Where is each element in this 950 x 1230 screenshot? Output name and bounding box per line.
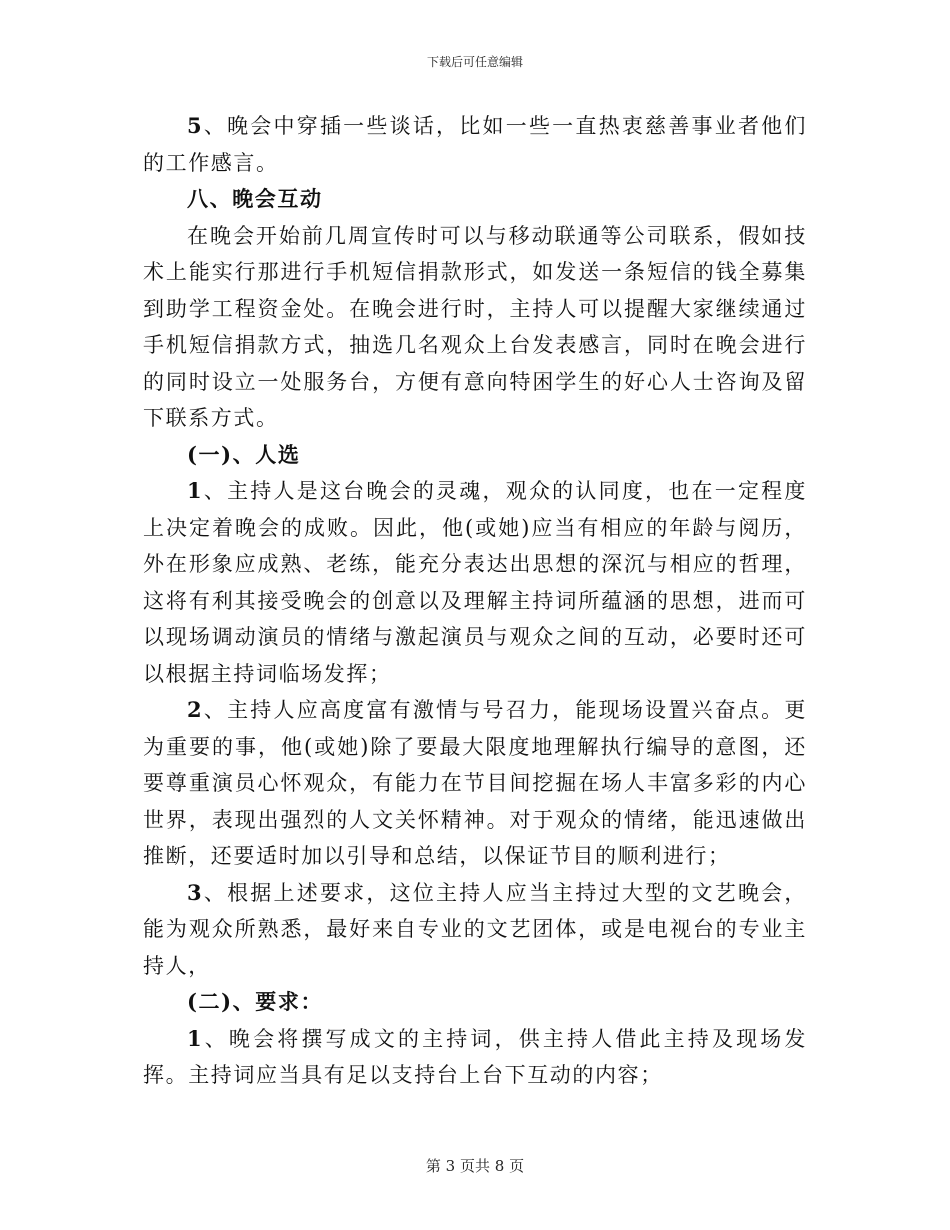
paragraph-host-2 (143, 692, 807, 875)
item-number: 5 (187, 113, 204, 138)
item-number: 1 (187, 478, 204, 503)
subsection-heading-requirements: (二)、要求： (187, 989, 324, 1014)
paragraph-text: 、晚会将撰写成文的主持词，供主持人借此主持及现场发挥。主持词应当具有足以支持台上台下互动的内容； (143, 1026, 807, 1087)
paragraph-text: 、晚会中穿插一些谈话，比如一些一直热衷慈善事业者他们的工作感言。 (143, 114, 807, 175)
paragraph-text: 、主持人应高度富有激情与号召力，能现场设置兴奋点。更为重要的事，他(或她)除了要最大限度地理解执行编导的意图，还要尊重演员心怀观众，有能力在节目间挖掘在场人丰富多彩的内心世界，表现出强烈的人文关怀精神。对于观众的情绪，能迅速做出推断，还要适时加以引导和总结，以保证节目的顺利进行； (143, 698, 807, 868)
subsection-heading-host: (一)、人选 (187, 441, 301, 467)
item-number: 1 (187, 1025, 204, 1051)
section-heading-interaction: 八、晚会互动 (187, 186, 323, 211)
page-header: 下载后可任意编辑 (426, 55, 523, 69)
item-number: 3 (187, 879, 204, 905)
paragraph-host-1 (143, 473, 807, 692)
page-footer: 第 3 页共 8 页 (425, 1157, 525, 1175)
paragraph-interaction: 在晚会开始前几周宣传时可以与移动联通等公司联系，假如技术上能实行那进行手机短信捐款形式，如发送一条短信的钱全募集到助学工程资金处。在晚会进行时，主持人可以提醒大家继续通过手机短信捐款方式，抽选几名观众上台发表感言，同时在晚会进行的同时设立一处服务台，方便有意向特困学生的好心人士咨询及留下联系方式。 (143, 223, 807, 430)
paragraph-text: 、根据上述要求，这位主持人应当主持过大型的文艺晚会，能为观众所熟悉，最好来自专业的文艺团体，或是电视台的专业主持人， (143, 880, 807, 978)
document-body (143, 108, 807, 1094)
paragraph-text: 、主持人是这台晚会的灵魂，观众的认同度，也在一定程度上决定着晚会的成败。因此，他(或她)应当有相应的年龄与阅历，外在形象应成熟、老练，能充分表达出思想的深沉与相应的哲理，这将有利其接受晚会的创意以及理解主持词所蕴涵的思想，进而可以现场调动演员的情绪与激起演员与观众之间的互动，必要时还可以根据主持词临场发挥； (143, 479, 807, 686)
item-number: 2 (187, 697, 204, 722)
paragraph-host-3 (143, 875, 807, 985)
paragraph-5 (143, 108, 807, 181)
paragraph-requirements-1 (143, 1021, 807, 1094)
